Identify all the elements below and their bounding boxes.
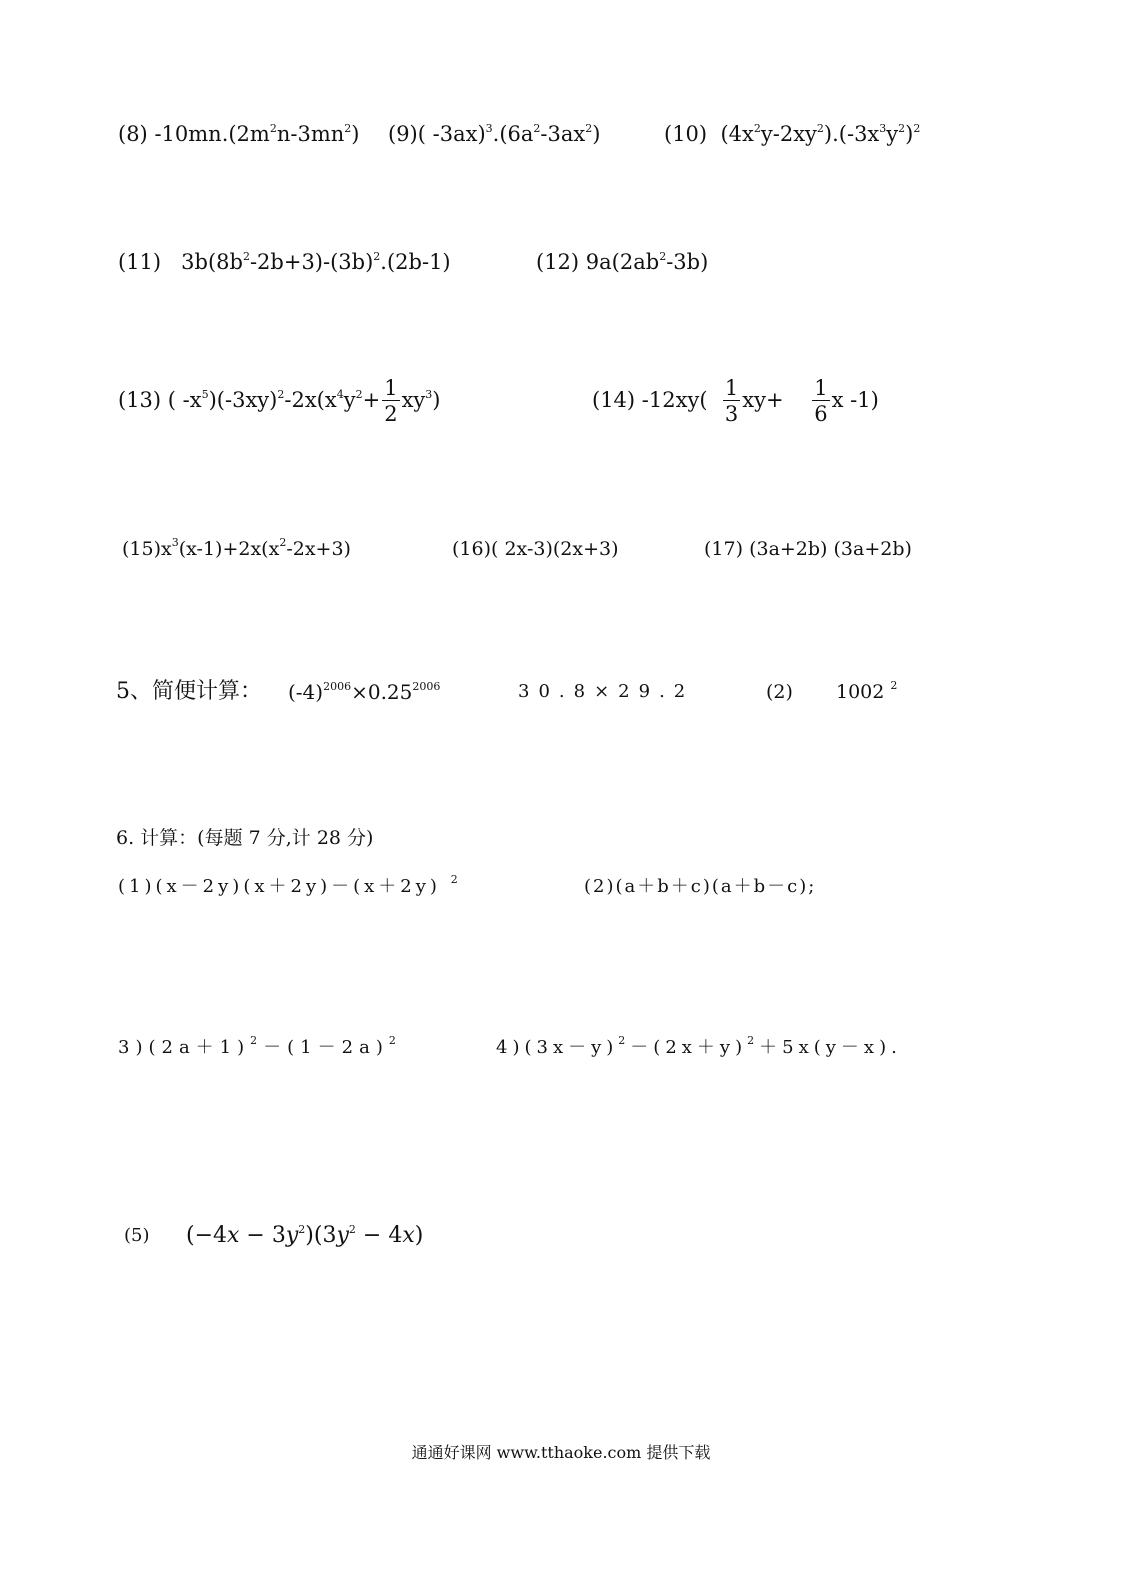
expr-part: ) bbox=[414, 1223, 424, 1248]
problem-14 bbox=[592, 376, 879, 427]
exponent: 3 bbox=[171, 536, 179, 549]
fraction bbox=[723, 376, 740, 427]
expr-part: (-4) bbox=[288, 680, 324, 704]
expr-part: n-3mn bbox=[276, 122, 345, 146]
problem-label: (9) bbox=[388, 122, 418, 146]
problem-label: (5) bbox=[124, 1225, 150, 1246]
expr-part: )(3 bbox=[305, 1223, 337, 1248]
exponent: 3 bbox=[879, 122, 887, 135]
expr-part: ×0.25 bbox=[351, 680, 413, 704]
problem-11 bbox=[118, 248, 451, 280]
expr-part: xy+ bbox=[742, 388, 784, 412]
exponent: 2 bbox=[242, 250, 250, 263]
variable: x bbox=[402, 1223, 415, 1248]
exponent: 2 bbox=[753, 122, 761, 135]
expr-part: ＋5x(y－x). bbox=[759, 1037, 902, 1058]
exponent: 2 bbox=[373, 250, 381, 263]
expr-part: xy bbox=[401, 388, 426, 412]
problem-label: (8) bbox=[118, 122, 148, 146]
variable: x bbox=[227, 1223, 240, 1248]
problem-6-5 bbox=[186, 1222, 423, 1253]
exponent: 2 bbox=[269, 122, 277, 135]
denominator: 2 bbox=[384, 402, 398, 426]
problem-17 bbox=[704, 535, 912, 563]
variable: y bbox=[285, 1223, 299, 1248]
expr-part: ( -3ax) bbox=[417, 122, 486, 146]
problem-16 bbox=[452, 535, 619, 563]
denominator: 3 bbox=[724, 402, 739, 426]
problem-6-4 bbox=[496, 1034, 902, 1064]
expr-part: －(2x＋y) bbox=[630, 1037, 748, 1058]
expr-part: (1)(x－2y)(x＋2y)－(x＋2y) bbox=[118, 876, 441, 897]
expr-part: .(6a bbox=[492, 122, 534, 146]
denominator: 6 bbox=[814, 402, 828, 426]
exponent: 2 bbox=[355, 388, 363, 401]
expr-part: (−4 bbox=[186, 1223, 228, 1248]
expr-part: − 4 bbox=[355, 1223, 403, 1248]
expr-part: ) bbox=[592, 122, 601, 146]
expr-part: ) bbox=[905, 122, 914, 146]
section-heading: 5、简便计算： bbox=[116, 679, 262, 704]
exponent: 2 bbox=[348, 1223, 356, 1236]
expr-part: (3a+2b) (3a+2b) bbox=[749, 538, 912, 560]
expr-part: x bbox=[161, 538, 172, 560]
variable: y bbox=[336, 1223, 349, 1248]
numerator: 1 bbox=[814, 376, 828, 400]
expr-part: -3ax bbox=[540, 122, 586, 146]
problem-6-3 bbox=[118, 1034, 402, 1064]
expr-part: －(1－2a) bbox=[263, 1037, 389, 1058]
exponent: 2 bbox=[618, 1034, 631, 1047]
expr-part: 3)(2a＋1) bbox=[118, 1037, 251, 1058]
expr-part: )(-3xy) bbox=[208, 388, 278, 412]
product-expr: 30.8×29.2 bbox=[518, 681, 695, 702]
exponent: 2 bbox=[450, 873, 462, 886]
expr-part: .(2b-1) bbox=[380, 250, 451, 274]
problem-label: (2) bbox=[766, 681, 793, 703]
footer-text: 通通好课网 www.tthaoke.com 提供下载 bbox=[411, 1443, 711, 1462]
problem-6-1 bbox=[118, 873, 462, 903]
expr-part: 4)(3x－y) bbox=[496, 1037, 619, 1058]
exponent: 2 bbox=[344, 122, 352, 135]
problem-label: (17) bbox=[704, 538, 744, 560]
exponent: 2 bbox=[898, 122, 906, 135]
exponent: 2 bbox=[533, 122, 541, 135]
square-expr bbox=[836, 678, 897, 709]
expr-part: (4x bbox=[720, 122, 754, 146]
expr-part: -12xy( bbox=[641, 388, 708, 412]
expr-part: + bbox=[362, 388, 381, 412]
exponent: 2006 bbox=[323, 680, 352, 693]
problem-15 bbox=[122, 535, 351, 566]
expr-part: x -1) bbox=[831, 388, 879, 412]
exponent: 2 bbox=[816, 122, 824, 135]
expr-part: -2b+3)-(3b) bbox=[249, 250, 374, 274]
expr-part: 9a(2ab bbox=[585, 250, 660, 274]
exponent: 4 bbox=[336, 388, 344, 401]
exponent: 2 bbox=[913, 122, 921, 135]
expr-part: -2x(x bbox=[284, 388, 337, 412]
expr-part: − 3 bbox=[239, 1223, 286, 1248]
fraction bbox=[382, 376, 399, 427]
footer bbox=[0, 1440, 1122, 1463]
exponent: 5 bbox=[201, 388, 209, 401]
expr-part: ) bbox=[432, 388, 441, 412]
expr-part: -10mn.(2m bbox=[154, 122, 270, 146]
expr-part: 1002 bbox=[836, 681, 885, 703]
fraction bbox=[812, 376, 829, 427]
section-heading: 6. 计算：(每题 7 分,计 28 分) bbox=[116, 827, 374, 849]
expr-part: y bbox=[343, 388, 356, 412]
problem-10 bbox=[664, 120, 920, 152]
exponent: 2 bbox=[250, 1034, 264, 1047]
expr-part: ).(-3x bbox=[823, 122, 880, 146]
exponent: 2 bbox=[747, 1034, 760, 1047]
problem-label: (11) bbox=[118, 250, 162, 274]
numerator: 1 bbox=[724, 376, 739, 400]
exponent: 2006 bbox=[412, 680, 441, 693]
problem-13 bbox=[118, 376, 440, 427]
problem-6-2: (2)(a＋b＋c)(a＋b－c); bbox=[584, 876, 817, 897]
expr-part: y bbox=[886, 122, 899, 146]
expr-part: -2x+3) bbox=[286, 538, 351, 560]
exponent: 3 bbox=[425, 388, 433, 401]
exponent: 3 bbox=[485, 122, 493, 135]
problem-label: (13) bbox=[118, 388, 162, 412]
exponent: 2 bbox=[388, 1034, 402, 1047]
expr-part: ( -x bbox=[167, 388, 202, 412]
expr-part: (x-1)+2x(x bbox=[178, 538, 280, 560]
exponent: 2 bbox=[277, 388, 285, 401]
expr-part: 3b(8b bbox=[181, 250, 243, 274]
exponent: 2 bbox=[279, 536, 287, 549]
problem-label: (15) bbox=[122, 538, 162, 560]
expr-part: ( 2x-3)(2x+3) bbox=[491, 538, 619, 560]
expr-part: y-2xy bbox=[760, 122, 817, 146]
problem-label: (12) bbox=[536, 250, 580, 274]
problem-9 bbox=[388, 120, 600, 152]
expr-part: -3b) bbox=[666, 250, 709, 274]
power-product-expr bbox=[288, 678, 440, 710]
problem-label: (16) bbox=[452, 538, 492, 560]
exponent: 2 bbox=[298, 1223, 306, 1236]
problem-label: (10) bbox=[664, 122, 708, 146]
exponent: 2 bbox=[585, 122, 593, 135]
problem-label: (14) bbox=[592, 388, 636, 412]
numerator: 1 bbox=[384, 376, 398, 400]
exponent: 2 bbox=[659, 250, 667, 263]
problem-8 bbox=[118, 120, 359, 152]
exponent: 2 bbox=[890, 679, 898, 692]
problem-12 bbox=[536, 248, 708, 280]
expr-part: ) bbox=[351, 122, 360, 146]
